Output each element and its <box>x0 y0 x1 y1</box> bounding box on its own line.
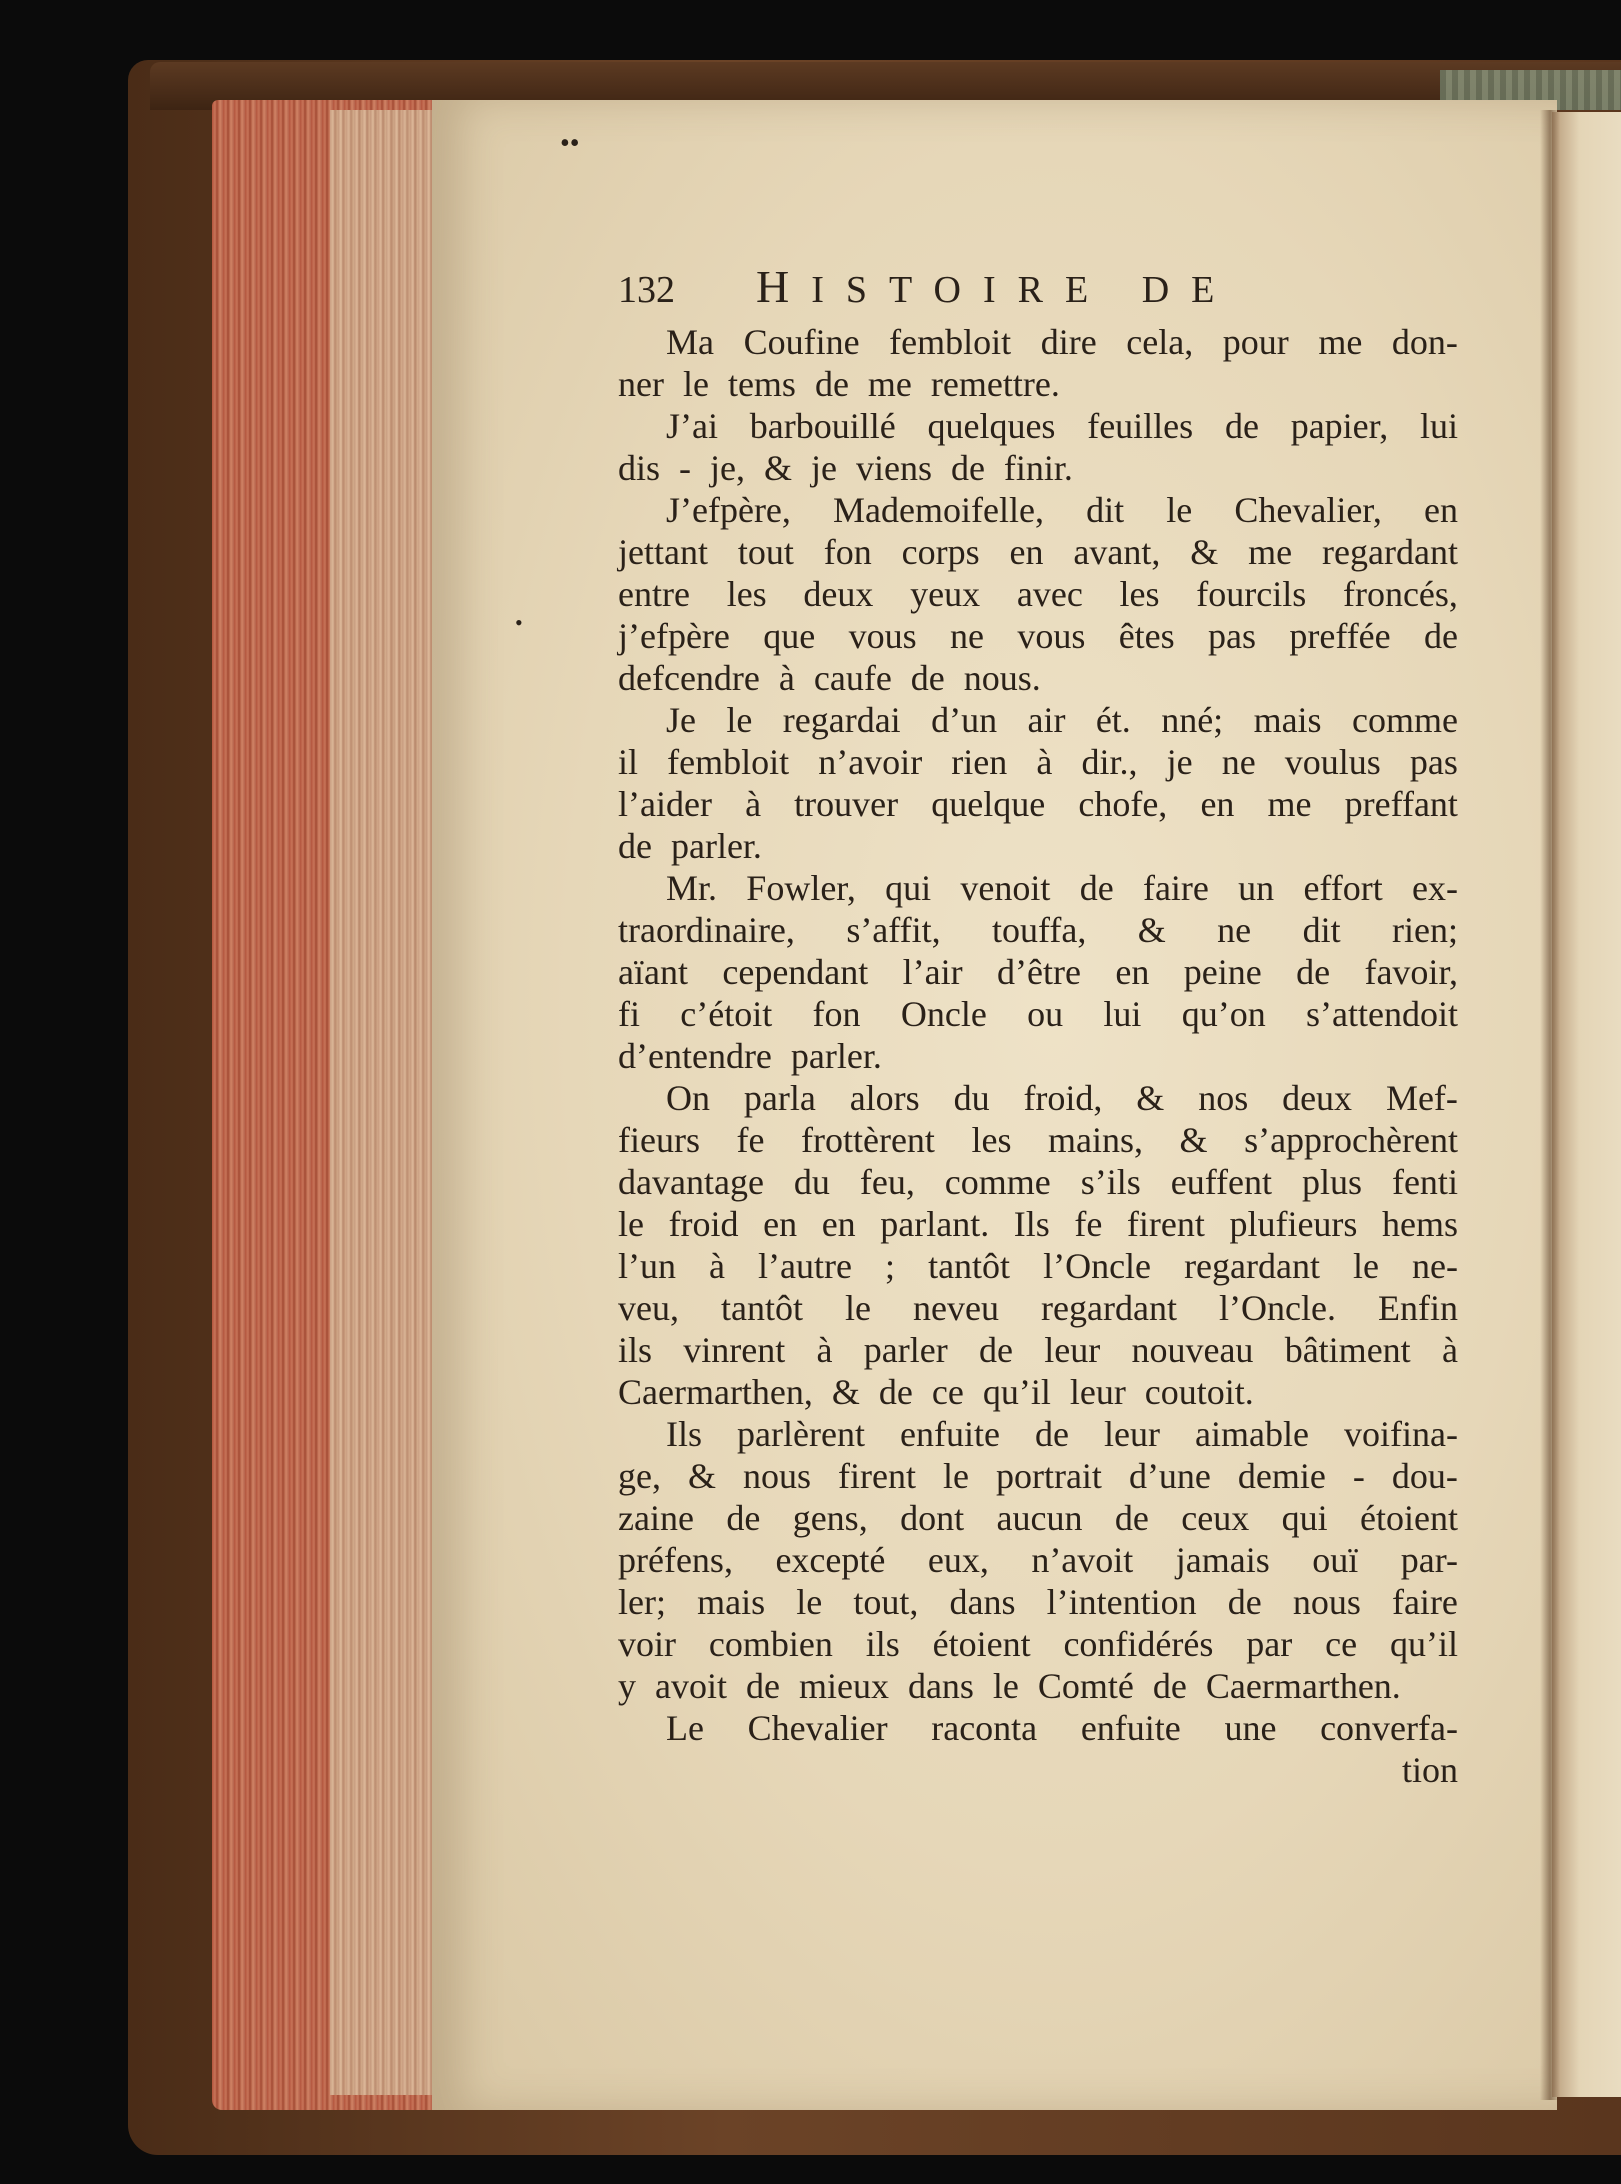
word: c’étoit <box>680 994 773 1034</box>
text-line <box>618 1623 1458 1665</box>
word: fenti <box>1391 1162 1458 1202</box>
text-line <box>618 699 1458 741</box>
word: s’ils <box>1080 1162 1141 1202</box>
word: corps <box>901 532 980 572</box>
word: aimable <box>1194 1414 1309 1454</box>
word: venoit <box>960 868 1051 908</box>
word: tantôt <box>928 1246 1011 1286</box>
word: de <box>1224 406 1259 446</box>
word: eux, <box>927 1540 989 1580</box>
word: nné; <box>1161 700 1224 740</box>
page-number: 132 <box>618 269 675 311</box>
word: On <box>666 1078 710 1118</box>
word: préfens, <box>618 1540 733 1580</box>
word: ne <box>1217 910 1252 950</box>
text-line <box>618 1161 1458 1203</box>
word: jettant <box>618 532 708 572</box>
word: fi <box>618 994 640 1034</box>
word: entre <box>618 574 690 614</box>
word: me <box>1318 322 1363 362</box>
text-line <box>618 1707 1458 1749</box>
word: qu’il <box>1389 1624 1458 1664</box>
word: à <box>1441 1330 1458 1370</box>
word: quelque <box>931 784 1046 824</box>
text-line <box>618 1413 1458 1455</box>
word: dou- <box>1391 1456 1458 1496</box>
word: raconta <box>931 1708 1038 1748</box>
word: le <box>796 1582 823 1622</box>
word: plus <box>1301 1162 1362 1202</box>
word: ils <box>618 1330 653 1370</box>
word: bâtiment <box>1284 1330 1411 1370</box>
ink-speck-mark: • <box>515 610 523 635</box>
word: deux <box>803 574 874 614</box>
word: alors <box>849 1078 920 1118</box>
text-line <box>618 1455 1458 1497</box>
word: davantage <box>618 1162 764 1202</box>
word: qui <box>885 868 932 908</box>
text-line <box>618 1371 1458 1413</box>
word: dont <box>900 1498 965 1538</box>
word: dire <box>1040 322 1097 362</box>
word: par <box>1246 1624 1293 1664</box>
word: zaine <box>618 1498 694 1538</box>
text-line <box>618 657 1458 699</box>
word: avec <box>1016 574 1083 614</box>
word: le <box>1353 1246 1379 1286</box>
word: s’attendoit <box>1306 994 1458 1034</box>
word: à <box>816 1330 833 1370</box>
text-line <box>618 1203 1458 1245</box>
word: Ils <box>666 1414 702 1454</box>
word: à <box>1036 742 1053 782</box>
word: ou <box>1027 994 1064 1034</box>
word: fembloit <box>889 322 1012 362</box>
word: papier, <box>1290 406 1389 446</box>
word: & <box>1136 1078 1165 1118</box>
word: leur <box>1103 1414 1160 1454</box>
text-line <box>618 321 1458 363</box>
word: hems <box>1382 1204 1458 1244</box>
word: de <box>1034 1414 1069 1454</box>
word: tout <box>737 532 794 572</box>
word: Ma <box>666 322 714 362</box>
body-text <box>618 321 1458 1749</box>
word: ex- <box>1412 868 1458 908</box>
word: leur <box>1044 1330 1101 1370</box>
word: étoient <box>1360 1498 1458 1538</box>
word: & <box>687 1456 716 1496</box>
text-line <box>618 1119 1458 1161</box>
word: ouï <box>1312 1540 1359 1580</box>
word: voifina- <box>1343 1414 1458 1454</box>
word: parlant. <box>880 1204 990 1244</box>
catchword-line <box>618 1749 1458 1791</box>
word: parlèrent <box>737 1414 865 1454</box>
word: le <box>1166 490 1193 530</box>
word: Chevalier, <box>1234 490 1382 530</box>
word: l’un <box>618 1246 676 1286</box>
word: dit <box>1086 490 1125 530</box>
word: rien <box>951 742 1008 782</box>
word: ne <box>949 616 984 656</box>
word: nous <box>743 1456 812 1496</box>
text-line <box>618 867 1458 909</box>
word: les <box>726 574 767 614</box>
word: converfa- <box>1320 1708 1458 1748</box>
facing-page <box>1552 112 1621 2097</box>
word: frottèrent <box>801 1120 935 1160</box>
word: fe <box>1074 1204 1103 1244</box>
word: peine <box>1183 952 1262 992</box>
page-edges-light <box>330 110 440 2095</box>
word: l’aider <box>618 784 712 824</box>
word: enfuite <box>899 1414 1000 1454</box>
word: vous <box>848 616 917 656</box>
word: voulus <box>1284 742 1381 782</box>
word: pas <box>1409 742 1458 782</box>
word: que <box>763 616 816 656</box>
word: j’efpère <box>618 616 730 656</box>
word: à <box>709 1246 726 1286</box>
word: l’air <box>902 952 963 992</box>
text-line <box>618 489 1458 531</box>
word: & <box>1190 532 1219 572</box>
text-line <box>618 1287 1458 1329</box>
word: les <box>1119 574 1160 614</box>
line-text: y avoit de mieux dans le Comté de Caermarthen. <box>618 1666 1401 1706</box>
word: ceux <box>1181 1498 1250 1538</box>
word: voir <box>618 1624 676 1664</box>
word: feuilles <box>1087 406 1194 446</box>
word: mais <box>697 1582 766 1622</box>
word: n’avoit <box>1031 1540 1134 1580</box>
word: excepté <box>775 1540 886 1580</box>
line-text: dis - je, & je viens de finir. <box>618 448 1073 488</box>
text-line <box>618 1497 1458 1539</box>
word: air <box>1027 700 1066 740</box>
page-text-block <box>618 255 1458 1791</box>
word: favoir, <box>1364 952 1458 992</box>
word: Enfin <box>1377 1288 1458 1328</box>
word: euffent <box>1170 1162 1273 1202</box>
page-gutter <box>1540 110 1560 2100</box>
word: me <box>1267 784 1312 824</box>
word: firent <box>1126 1204 1205 1244</box>
word: enfuite <box>1080 1708 1181 1748</box>
word: ge, <box>618 1456 661 1496</box>
word: froid, <box>1023 1078 1103 1118</box>
word: J’ai <box>666 406 718 446</box>
word: preffant <box>1344 784 1458 824</box>
word: Coufine <box>743 322 860 362</box>
word: fembloit <box>667 742 790 782</box>
word: en <box>763 1204 798 1244</box>
text-line <box>618 1035 1458 1077</box>
text-line <box>618 825 1458 867</box>
word: touffa, <box>992 910 1087 950</box>
word: le <box>618 1204 644 1244</box>
word: ler; <box>618 1582 666 1622</box>
word: ; <box>885 1246 896 1286</box>
word: les <box>971 1120 1012 1160</box>
word: fe <box>736 1120 765 1160</box>
word: dir., <box>1081 742 1138 782</box>
word: feu, <box>859 1162 915 1202</box>
word: le <box>942 1456 969 1496</box>
text-line <box>618 909 1458 951</box>
word: tout, <box>853 1582 919 1622</box>
word: en <box>821 1204 856 1244</box>
line-text: ner le tems de me remettre. <box>618 364 1060 404</box>
word: mais <box>1253 700 1322 740</box>
word: lui <box>1103 994 1142 1034</box>
word: quelques <box>927 406 1056 446</box>
word: faire <box>1142 868 1209 908</box>
word: s’affit, <box>846 910 941 950</box>
word: preffée <box>1289 616 1391 656</box>
word: à <box>745 784 762 824</box>
text-line <box>618 405 1458 447</box>
word: d’une <box>1128 1456 1211 1496</box>
word: qui <box>1281 1498 1328 1538</box>
word: de <box>1296 952 1331 992</box>
word: - <box>1352 1456 1365 1496</box>
word: Oncle <box>900 994 987 1034</box>
word: traordinaire, <box>618 910 795 950</box>
word: le <box>726 700 753 740</box>
word: Mr. <box>666 868 718 908</box>
word: d’être <box>997 952 1081 992</box>
text-line <box>618 363 1458 405</box>
word: rien; <box>1391 910 1458 950</box>
text-line <box>618 447 1458 489</box>
word: en <box>1423 490 1458 530</box>
word: de <box>978 1330 1013 1370</box>
word: plufieurs <box>1229 1204 1358 1244</box>
word: vinrent <box>683 1330 786 1370</box>
text-line <box>618 531 1458 573</box>
line-text: d’entendre parler. <box>618 1036 882 1076</box>
word: l’intention <box>1046 1582 1197 1622</box>
word: confidérés <box>1063 1624 1214 1664</box>
word: du <box>793 1162 830 1202</box>
word: Ils <box>1013 1204 1050 1244</box>
word: neveu <box>913 1288 1000 1328</box>
word: qu’on <box>1181 994 1266 1034</box>
running-title <box>756 255 1236 322</box>
word: regardant <box>1322 532 1458 572</box>
word: par- <box>1400 1540 1458 1580</box>
word: ce <box>1325 1624 1358 1664</box>
text-line <box>618 1665 1458 1707</box>
word: je <box>1166 742 1193 782</box>
line-text: de parler. <box>618 826 762 866</box>
word: regardai <box>782 700 901 740</box>
word: nous <box>1292 1582 1361 1622</box>
word: Chevalier <box>747 1708 888 1748</box>
word: don- <box>1391 322 1458 362</box>
word: tantôt <box>721 1288 803 1328</box>
word: l’Oncle <box>1043 1246 1152 1286</box>
word: comme <box>1351 700 1458 740</box>
word: vous <box>1017 616 1086 656</box>
running-title-initial: H <box>756 261 812 312</box>
text-line <box>618 741 1458 783</box>
word: pour <box>1222 322 1289 362</box>
word: Fowler, <box>746 868 856 908</box>
word: n’avoir <box>818 742 923 782</box>
word: combien <box>708 1624 833 1664</box>
text-line <box>618 615 1458 657</box>
word: demie <box>1237 1456 1326 1496</box>
word: regardant <box>1041 1288 1177 1328</box>
word: effort <box>1303 868 1383 908</box>
word: de <box>1114 1498 1149 1538</box>
word: trouver <box>794 784 899 824</box>
word: me <box>1248 532 1293 572</box>
word: mains, <box>1048 1120 1143 1160</box>
word: Mef- <box>1385 1078 1458 1118</box>
word: portrait <box>995 1456 1102 1496</box>
word: fon <box>823 532 872 572</box>
word: comme <box>944 1162 1051 1202</box>
text-line <box>618 993 1458 1035</box>
text-line <box>618 1245 1458 1287</box>
word: J’efpère, <box>666 490 791 530</box>
word: nos <box>1198 1078 1249 1118</box>
word: ne- <box>1412 1246 1458 1286</box>
word: cela, <box>1126 322 1194 362</box>
word: en <box>1009 532 1044 572</box>
word: Mademoifelle, <box>833 490 1044 530</box>
line-text: Caermarthen, & de ce qu’il leur coutoit. <box>618 1372 1254 1412</box>
word: froncés, <box>1342 574 1458 614</box>
word: aïant <box>618 952 688 992</box>
word: gens, <box>792 1498 868 1538</box>
word: deux <box>1282 1078 1353 1118</box>
text-line <box>618 1581 1458 1623</box>
word: faire <box>1391 1582 1458 1622</box>
text-line <box>618 1539 1458 1581</box>
word: veu, <box>618 1288 679 1328</box>
text-line <box>618 1077 1458 1119</box>
word: Le <box>666 1708 704 1748</box>
text-line <box>618 1329 1458 1371</box>
word: & <box>1179 1120 1208 1160</box>
word: de <box>1079 868 1114 908</box>
word: regardant <box>1184 1246 1320 1286</box>
word: en <box>1115 952 1150 992</box>
word: fon <box>812 994 861 1034</box>
word: yeux <box>910 574 981 614</box>
ink-speck-mark: •• <box>560 128 580 159</box>
word: dans <box>949 1582 1016 1622</box>
word: aucun <box>996 1498 1083 1538</box>
word: d’un <box>931 700 998 740</box>
word: êtes <box>1118 616 1175 656</box>
word: un <box>1238 868 1275 908</box>
word: froid <box>668 1204 739 1244</box>
word: nouveau <box>1131 1330 1254 1370</box>
word: de <box>1227 1582 1262 1622</box>
word: du <box>953 1078 990 1118</box>
word: parla <box>743 1078 816 1118</box>
word: firent <box>838 1456 916 1496</box>
text-line <box>618 951 1458 993</box>
word: dit <box>1302 910 1341 950</box>
word: le <box>845 1288 872 1328</box>
word: lui <box>1419 406 1458 446</box>
word: l’Oncle. <box>1219 1288 1336 1328</box>
word: & <box>1137 910 1166 950</box>
word: ils <box>865 1624 900 1664</box>
word: en <box>1200 784 1235 824</box>
word: fieurs <box>618 1120 700 1160</box>
word: de <box>726 1498 761 1538</box>
word: barbouillé <box>749 406 896 446</box>
word: s’approchèrent <box>1244 1120 1458 1160</box>
word: fourcils <box>1196 574 1307 614</box>
word: chofe, <box>1078 784 1168 824</box>
word: de <box>1424 616 1458 656</box>
word: Je <box>666 700 696 740</box>
word: l’autre <box>758 1246 852 1286</box>
running-title-rest: ISTOIRE DE <box>811 269 1237 311</box>
word: pas <box>1208 616 1257 656</box>
text-line <box>618 783 1458 825</box>
word: jamais <box>1175 1540 1270 1580</box>
word: ét. <box>1095 700 1131 740</box>
word: ne <box>1221 742 1256 782</box>
word: une <box>1224 1708 1277 1748</box>
catchword: tion <box>1401 1750 1458 1790</box>
word: avant, <box>1073 532 1161 572</box>
line-text: defcendre à caufe de nous. <box>618 658 1041 698</box>
text-line <box>618 573 1458 615</box>
word: cependant <box>722 952 869 992</box>
word: étoient <box>932 1624 1031 1664</box>
word: parler <box>863 1330 948 1370</box>
running-header <box>618 255 1458 319</box>
word: il <box>618 742 639 782</box>
